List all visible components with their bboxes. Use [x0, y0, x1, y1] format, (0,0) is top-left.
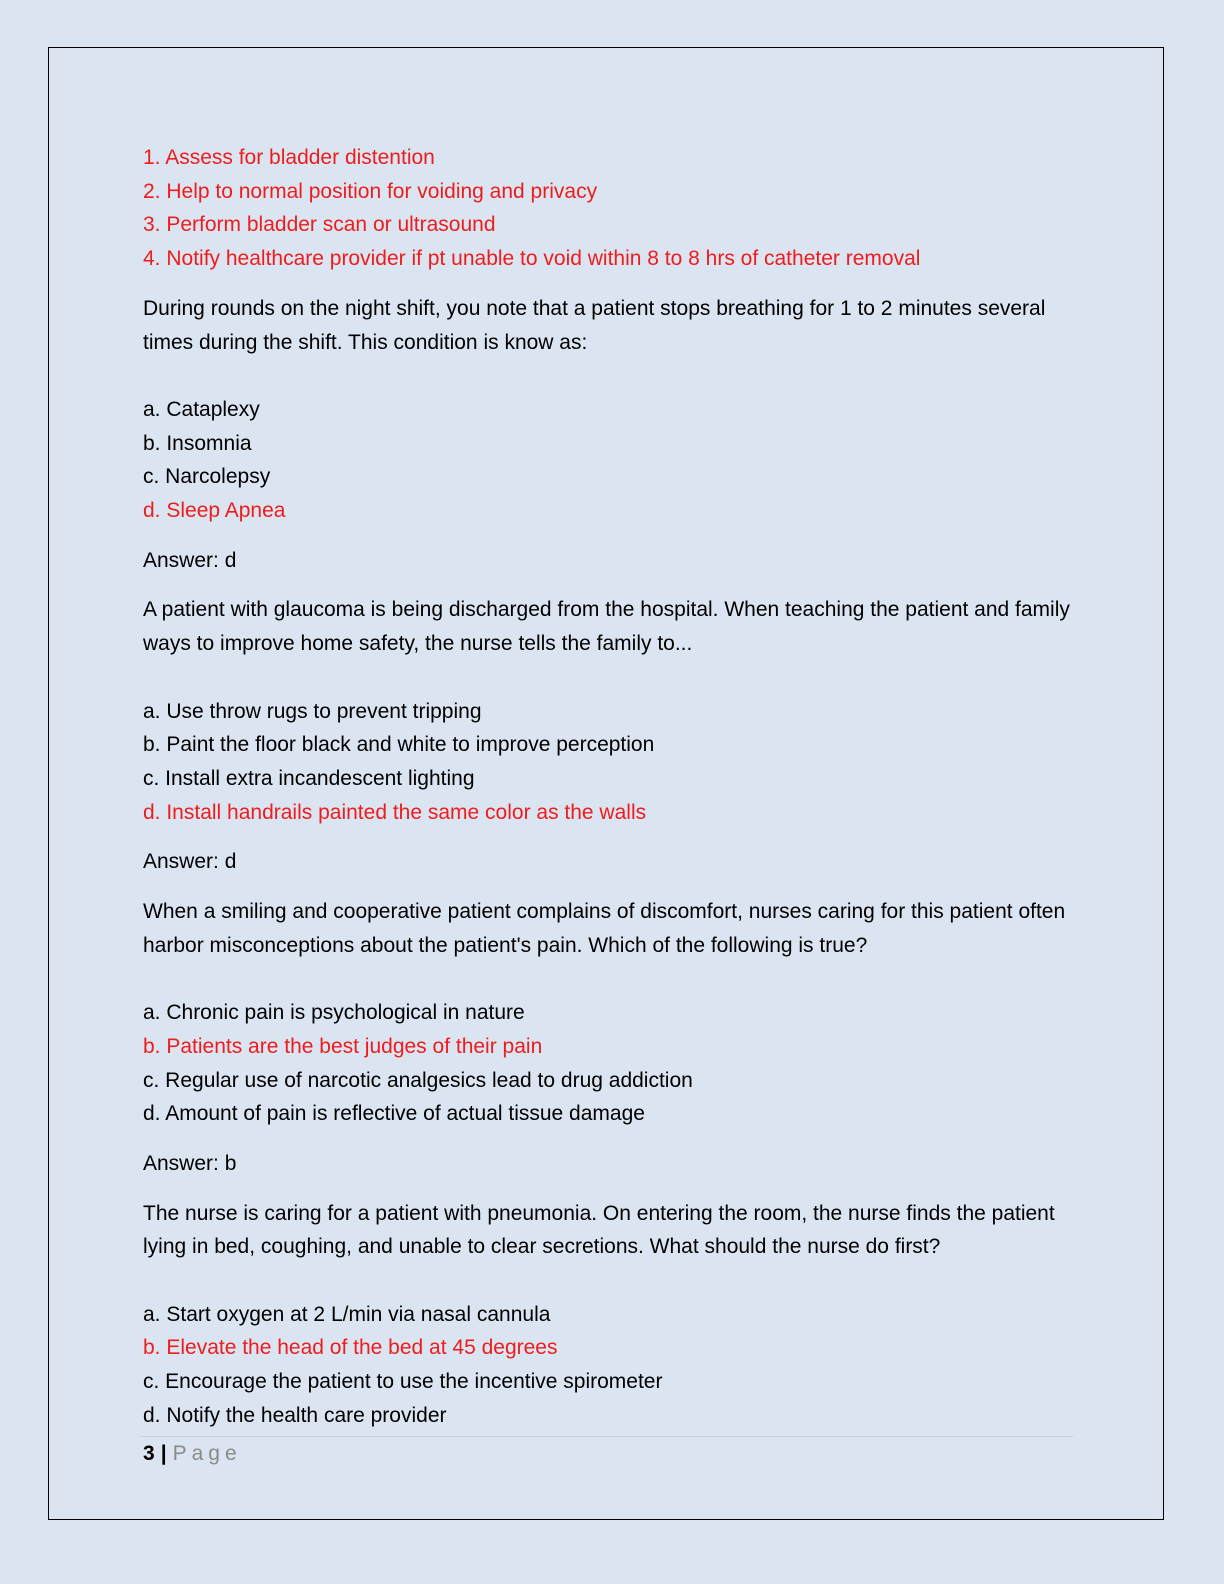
- answer-option: b. Paint the floor black and white to improve perception: [143, 733, 655, 757]
- answer-key: Answer: d: [143, 850, 237, 874]
- answer-key: Answer: b: [143, 1151, 237, 1175]
- answer-option: a. Use throw rugs to prevent tripping: [143, 699, 482, 723]
- answer-option: a. Cataplexy: [143, 397, 260, 421]
- answer-step: 4. Notify healthcare provider if pt unable to void within 8 to 8 hrs of catheter removal: [143, 247, 921, 271]
- question-stem: A patient with glaucoma is being discharged from the hospital. When teaching the patient and family ways to improve home safety, the nurse tells the family to...: [143, 598, 1070, 656]
- answer-option-correct: b. Patients are the best judges of their pain: [143, 1034, 543, 1058]
- answer-option: a. Start oxygen at 2 L/min via nasal cannula: [143, 1302, 551, 1326]
- answer-option-correct: b. Elevate the head of the bed at 45 degrees: [143, 1336, 558, 1360]
- answer-step: 3. Perform bladder scan or ultrasound: [143, 213, 496, 237]
- answer-step: 2. Help to normal position for voiding and privacy: [143, 179, 598, 203]
- answer-option: c. Regular use of narcotic analgesics lead to drug addiction: [143, 1068, 693, 1092]
- page-footer: [143, 1440, 242, 1468]
- question-block: [143, 593, 1083, 879]
- page-number: 3: [143, 1442, 155, 1465]
- question-stem: The nurse is caring for a patient with pneumonia. On entering the room, the nurse finds the patient lying in bed, coughing, and unable to clear secretions. What should the nurse do first?: [143, 1201, 1055, 1259]
- footer-separator: |: [160, 1442, 167, 1465]
- answer-option: c. Install extra incandescent lighting: [143, 766, 475, 790]
- question-block: [143, 1197, 1083, 1433]
- answer-option: c. Narcolepsy: [143, 465, 271, 489]
- previous-answer-steps: [143, 141, 1083, 276]
- answer-key: Answer: d: [143, 548, 237, 572]
- question-stem: During rounds on the night shift, you note that a patient stops breathing for 1 to 2 minutes several times during the shift. This condition is know as:: [143, 296, 1046, 354]
- answer-option: a. Chronic pain is psychological in nature: [143, 1001, 525, 1025]
- answer-option: c. Encourage the patient to use the incentive spirometer: [143, 1370, 663, 1394]
- question-block: [143, 292, 1083, 578]
- footer-divider: [140, 1436, 1073, 1437]
- document-content: [143, 141, 1083, 1433]
- page-label: Page: [172, 1442, 242, 1465]
- answer-option: b. Insomnia: [143, 431, 252, 455]
- question-stem: When a smiling and cooperative patient complains of discomfort, nurses caring for this patient often harbor misconceptions about the patient's pain. Which of the following is true?: [143, 900, 1066, 957]
- answer-step: 1. Assess for bladder distention: [143, 146, 435, 169]
- answer-option: d. Notify the health care provider: [143, 1403, 447, 1427]
- answer-option: d. Amount of pain is reflective of actual tissue damage: [143, 1102, 645, 1126]
- answer-option-correct: d. Sleep Apnea: [143, 499, 286, 523]
- answer-option-correct: d. Install handrails painted the same color as the walls: [143, 800, 647, 824]
- question-block: [143, 895, 1083, 1181]
